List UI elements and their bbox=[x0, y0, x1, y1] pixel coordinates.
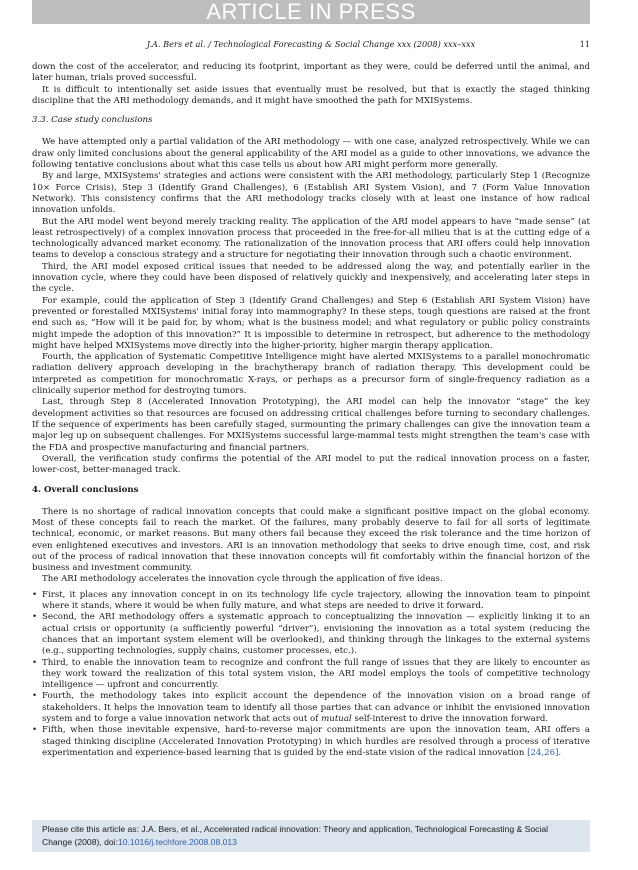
list-item bbox=[32, 658, 590, 692]
conclusion-list bbox=[32, 590, 590, 759]
list-item-text: Third, to enable the innovation team to recognize and confront the full range of issues that they are likely to encounter as they work toward the realization of this total system vision, the ARI model employs the tools of competitive technology intelligence — upfront and concurrently. bbox=[42, 657, 590, 691]
page-number: 11 bbox=[579, 39, 590, 49]
paragraph: Overall, the verification study confirms the potential of the ARI model to put the radical innovation process on a faster, lower-cost, better-managed track. bbox=[32, 453, 590, 476]
paragraph: Third, the ARI model exposed critical issues that needed to be addressed along the way, and potentially earlier in the innovation cycle, where they could have been disposed of relatively quickly and inexpensively, and accelerating later steps in the cycle. bbox=[32, 261, 590, 295]
paragraph: Last, through Step 8 (Accelerated Innovation Prototyping), the ARI model can help the innovator “stage” the key development activities so that resources are focused on addressing critical challenges before turning to secondary challenges. If the sequence of experiments has been carefully staged, surmounting the primary challenges can give the innovation team a major leg up on subsequent challenges. For MXISystems successful large-mammal tests might strengthen the team's case with the FDA and prospective manufacturing and financial partners. bbox=[32, 397, 590, 453]
list-item-text: Fourth, the methodology takes into explicit account the dependence of the innovation vision on a broad range of stakeholders. It helps the innovation team to identify all those parties that can advance or inhibit the envisioned innovation system and to forge a value innovation network that acts out of bbox=[42, 691, 590, 725]
list-item-text: self-interest to drive the innovation forward. bbox=[354, 714, 549, 725]
list-item bbox=[32, 612, 590, 657]
cite-text: Please cite this article as: J.A. Bers, et al., Accelerated radical innovation: Theory and application, Technological Forecasting & Social Change (2008), doi: bbox=[42, 824, 549, 847]
article-body bbox=[32, 62, 590, 759]
running-head-citation: J.A. Bers et al. / Technological Forecasting & Social Change xxx (2008) xxx–xxx bbox=[146, 39, 476, 49]
paragraph: There is no shortage of radical innovation concepts that could make a significant positive impact on the global economy. Most of these concepts fail to reach the market. Of the failures, many probably deserve to fail for all sorts of legitimate technical, economic, or market reasons. But many others fail because they exceed the risk tolerance and the time horizon of even enlightened executives and investors. ARI is an innovation methodology that seeks to drive enough time, cost, and risk out of the process of radical innovation that these innovation concepts will fit comfortably within the financial horizon of the business and investment community. bbox=[32, 506, 590, 574]
doi-link[interactable]: 10.1016/j.techfore.2008.08.013 bbox=[117, 836, 237, 847]
paragraph: down the cost of the accelerator, and reducing its footprint, important as they were, could be deferred until the animal, and later human, trials proved successful. bbox=[32, 62, 590, 84]
paragraph: Fourth, the application of Systematic Competitive Intelligence might have alerted MXISystems to a parallel monochromatic radiation delivery approach developing in the brachytherapy branch of radiation therapy. This development could be interpreted as competition for monochromatic X-rays, or perhaps as a precursor form of single-frequency radiation as a clinically superior method for destroying tumors. bbox=[32, 352, 590, 397]
subsection-heading: 3.3. Case study conclusions bbox=[32, 115, 153, 126]
list-item-text: First, it places any innovation concept in on its technology life cycle trajectory, allowing the innovation team to pinpoint where it stands, where it would be when fully mature, and what steps are needed to drive it forward. bbox=[42, 589, 590, 612]
bullet-icon: • bbox=[32, 691, 38, 702]
bullet-icon: • bbox=[32, 589, 38, 600]
list-item-text: . bbox=[558, 747, 562, 758]
paragraph: We have attempted only a partial validation of the ARI methodology — with one case, analyzed retrospectively. While we can draw only limited conclusions about the general applicability of the ARI model as a guide to other innovations, we advance the following tentative conclusions about what this case tells us about how ARI might perform more generally. bbox=[32, 137, 590, 171]
article-in-press-banner: ARTICLE IN PRESS bbox=[32, 0, 590, 24]
paragraph: For example, could the application of Step 3 (Identify Grand Challenges) and Step 6 (Establish ARI System Vision) have prevented or forestalled MXISystems' initial foray into mammography? In these steps, tough questions are raised at the front end such as, “How will it be paid for, by whom; what is the business model; and what regulatory or public policy constraints might impede the adoption of this innovation?” It is impossible to determine in retrospect, but adherence to the methodology might have helped MXISystems move directly into the higher-priority, higher margin therapy application. bbox=[32, 295, 590, 351]
paragraph: By and large, MXISystems' strategies and actions were consistent with the ARI methodology, particularly Step 1 (Recognize 10× Force Crisis), Step 3 (Identify Grand Challenges), 6 (Establish ARI System Vision), and 7 (Form Value Innovation Network). This consistency confirms that the ARI methodology tracks closely with at least one instance of how radical innovation unfolds. bbox=[32, 171, 590, 216]
paragraph: But the ARI model went beyond merely tracking reality. The application of the ARI model appears to have “made sense” (at least retrospectively) of a complex innovation process that proceeded in the free-for-all milieu that is at the cutting edge of a technologically advanced market economy. The rationalization of the innovation process that ARI offers could help innovation teams to develop a conscious strategy and a structure for negotiating their innovation through such a chaotic environment. bbox=[32, 216, 590, 261]
section-heading: 4. Overall conclusions bbox=[32, 485, 139, 496]
paragraph: The ARI methodology accelerates the innovation cycle through the application of five ideas. bbox=[42, 574, 443, 585]
bullet-icon: • bbox=[32, 725, 38, 736]
list-item bbox=[32, 691, 590, 725]
emphasis: mutual bbox=[321, 714, 352, 725]
list-item-text: Second, the ARI methodology offers a systematic approach to conceptualizing the innovation — explicitly linking it to an actual crisis or opportunity (a sufficiently powerful “driver”), envisioning the innovation as a total system (reducing the chances that an important system element will be overlooked), and thinking through the linkages to the external systems (e.g., supporting technologies, supply chains, customer processes, etc.). bbox=[42, 612, 590, 657]
reference-link[interactable]: [24,26] bbox=[527, 747, 559, 758]
cite-this-article-box bbox=[32, 820, 590, 852]
paragraph: It is difficult to intentionally set aside issues that eventually must be resolved, but that is exactly the staged thinking discipline that the ARI methodology demands, and it might have smoothed the path for MXISystems. bbox=[32, 84, 590, 106]
bullet-icon: • bbox=[32, 657, 38, 668]
list-item bbox=[32, 590, 590, 613]
bullet-icon: • bbox=[32, 612, 38, 623]
list-item-text: Fifth, when those inevitable expensive, hard-to-reverse major commitments are upon the innovation team, ARI offers a staged thinking discipline (Accelerated Innovation Prototyping) in which hurdles are resolved through a process of iterative experimentation and experience-based learning that is guided by the end-state vision of the radical innovation bbox=[42, 725, 590, 758]
running-head bbox=[32, 38, 590, 50]
list-item bbox=[32, 725, 590, 759]
